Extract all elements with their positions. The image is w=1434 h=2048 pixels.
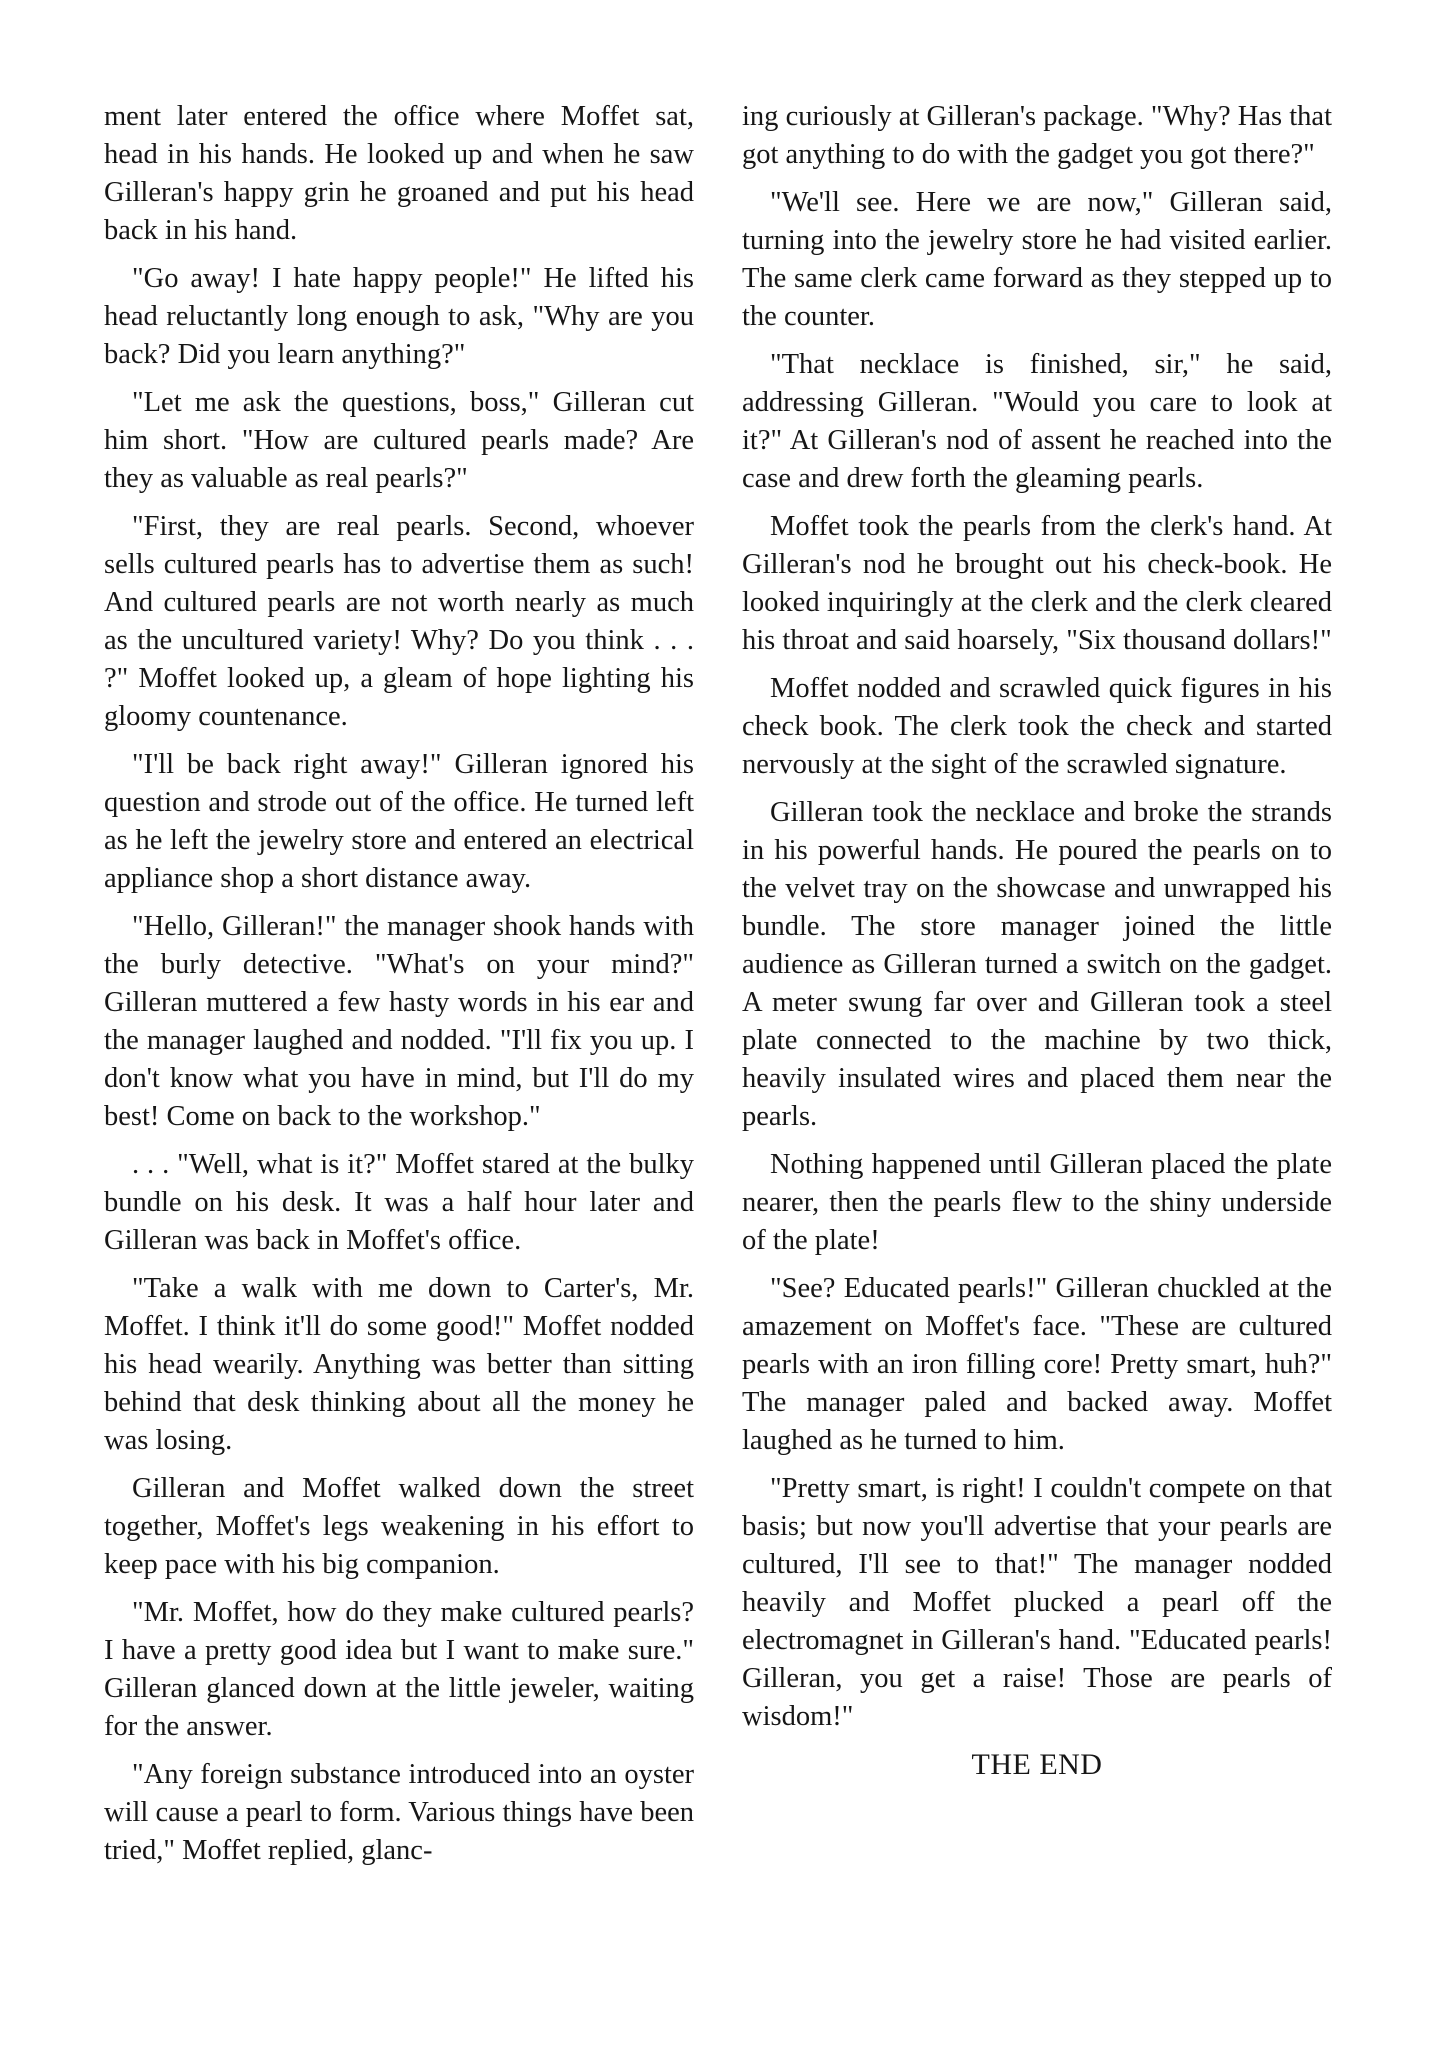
left-text-column bbox=[104, 98, 694, 1880]
paragraph: "I'll be back right away!" Gilleran ignored his question and strode out of the office. He turned left as he left the jewelry store and entered an electrical appliance shop a short distance away. bbox=[104, 749, 694, 894]
paragraph-continuation: ing curiously at Gilleran's package. "Why? Has that got anything to do with the gadget you got there?" bbox=[742, 101, 1332, 170]
paragraph: "Hello, Gilleran!" the manager shook hands with the burly detective. "What's on your mind?" Gilleran muttered a few hasty words in his ear and the manager laughed and nodded. "I'll fix you up. I don't know what you have in mind, but I'll do my best! Come on back to the workshop." bbox=[104, 911, 694, 1132]
paragraph: "See? Educated pearls!" Gilleran chuckled at the amazement on Moffet's face. "These are cultured pearls with an iron filling core! Pretty smart, huh?" The manager paled and backed away. Moffet laughed as he turned to him. bbox=[742, 1273, 1332, 1456]
paragraph: Moffet took the pearls from the clerk's hand. At Gilleran's nod he brought out his check-book. He looked inquiringly at the clerk and the clerk cleared his throat and said hoarsely, "Six thousand dollars!" bbox=[742, 511, 1332, 656]
paragraph: "That necklace is finished, sir," he said, addressing Gilleran. "Would you care to look at it?" At Gilleran's nod of assent he reached into the case and drew forth the gleaming pearls. bbox=[742, 349, 1332, 494]
paragraph: Gilleran and Moffet walked down the street together, Moffet's legs weakening in his effort to keep pace with his big companion. bbox=[104, 1473, 694, 1580]
paragraph: Moffet nodded and scrawled quick figures in his check book. The clerk took the check and started nervously at the sight of the scrawled signature. bbox=[742, 673, 1332, 780]
right-text-column bbox=[742, 98, 1332, 1784]
paragraph: "Take a walk with me down to Carter's, Mr. Moffet. I think it'll do some good!" Moffet nodded his head wearily. Anything was better than sitting behind that desk thinking about all the money he was losing. bbox=[104, 1273, 694, 1456]
paragraph: "Any foreign substance introduced into an oyster will cause a pearl to form. Various things have been tried," Moffet replied, glanc- bbox=[104, 1759, 694, 1866]
paragraph: "Let me ask the questions, boss," Gilleran cut him short. "How are cultured pearls made? Are they as valuable as real pearls?" bbox=[104, 387, 694, 494]
paragraph: . . . "Well, what is it?" Moffet stared at the bulky bundle on his desk. It was a half hour later and Gilleran was back in Moffet's office. bbox=[104, 1149, 694, 1256]
paragraph: "Pretty smart, is right! I couldn't compete on that basis; but now you'll advertise that your pearls are cultured, I'll see to that!" The manager nodded heavily and Moffet plucked a pearl off the electromagnet in Gilleran's hand. "Educated pearls! Gilleran, you get a raise! Those are pearls of wisdom!" bbox=[742, 1473, 1332, 1732]
paragraph: Gilleran took the necklace and broke the strands in his powerful hands. He poured the pearls on to the velvet tray on the showcase and unwrapped his bundle. The store manager joined the little audience as Gilleran turned a switch on the gadget. A meter swung far over and Gilleran took a steel plate connected to the machine by two thick, heavily insulated wires and placed them near the pearls. bbox=[742, 797, 1332, 1132]
paragraph: "Mr. Moffet, how do they make cultured pearls? I have a pretty good idea but I want to make sure." Gilleran glanced down at the little jeweler, waiting for the answer. bbox=[104, 1597, 694, 1742]
paragraph: "We'll see. Here we are now," Gilleran said, turning into the jewelry store he had visited earlier. The same clerk came forward as they stepped up to the counter. bbox=[742, 187, 1332, 332]
paragraph-continuation: ment later entered the office where Moffet sat, head in his hands. He looked up and when he saw Gilleran's happy grin he groaned and put his head back in his hand. bbox=[104, 101, 694, 246]
paragraph: Nothing happened until Gilleran placed the plate nearer, then the pearls flew to the shiny underside of the plate! bbox=[742, 1149, 1332, 1256]
paragraph: "First, they are real pearls. Second, whoever sells cultured pearls has to advertise them as such! And cultured pearls are not worth nearly as much as the uncultured variety! Why? Do you think . . . ?" Moffet looked up, a gleam of hope lighting his gloomy countenance. bbox=[104, 511, 694, 732]
paragraph: "Go away! I hate happy people!" He lifted his head reluctantly long enough to ask, "Why are you back? Did you learn anything?" bbox=[104, 263, 694, 370]
the-end-label: THE END bbox=[971, 1748, 1103, 1781]
